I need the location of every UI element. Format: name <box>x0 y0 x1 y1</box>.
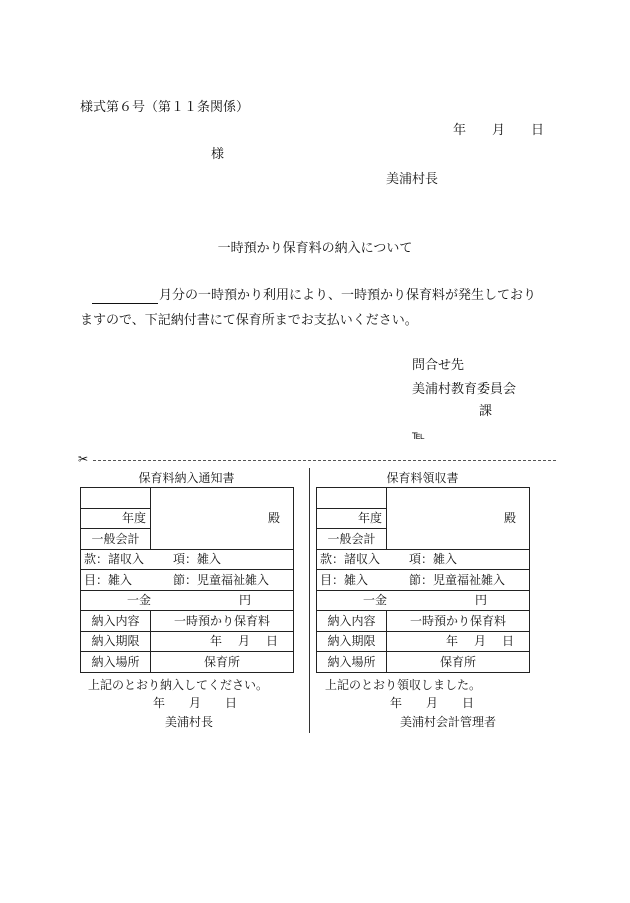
notice-row-value: 年 月 日 <box>151 631 294 652</box>
table-row <box>317 631 530 652</box>
table-row <box>81 631 294 652</box>
sender-name: 美浦村長 <box>386 172 439 187</box>
notice-kan: 款：諸収入 <box>84 552 145 567</box>
receipt-amount-prefix: 一金 <box>363 593 388 608</box>
table-row <box>317 488 530 509</box>
receipt-amount <box>317 590 530 611</box>
receipt-row-label: 納入場所 <box>317 652 387 673</box>
table-row <box>317 570 530 591</box>
receipt-fiscal-year: 年度 <box>317 508 387 529</box>
receipt-amount-unit: 円 <box>475 593 488 608</box>
receipt-issuer: 美浦村会計管理者 <box>400 715 497 729</box>
contact-tel: ℡ <box>412 428 425 442</box>
receipt-kou: 項：雑入 <box>409 552 458 567</box>
table-row <box>81 652 294 673</box>
month-blank <box>92 288 158 304</box>
receipt-row-label: 納入内容 <box>317 611 387 632</box>
receipt-table <box>316 487 530 673</box>
notice-row-value: 保育所 <box>151 652 294 673</box>
table-row <box>81 590 294 611</box>
table-row <box>317 611 530 632</box>
receipt-honorific: 殿 <box>503 511 516 526</box>
notice-amount-unit: 円 <box>239 593 252 608</box>
form-number: 様式第６号（第１１条関係） <box>80 100 250 115</box>
table-row <box>317 590 530 611</box>
receipt-blank-cell <box>317 488 387 509</box>
contact-section: 課 <box>479 404 493 419</box>
body-line-2: ますので、下記納付書にて保育所までお支払いください。 <box>80 313 418 328</box>
table-row <box>317 549 530 570</box>
notice-date: 年 月 日 <box>153 696 238 710</box>
document-title: 一時預かり保育料の納入について <box>217 241 413 256</box>
notice-row-label: 納入内容 <box>81 611 151 632</box>
scissors-icon: ✂ <box>78 452 89 466</box>
contact-label: 問合せ先 <box>412 358 465 373</box>
issue-date: 年 月 日 <box>453 123 545 138</box>
notice-table <box>80 487 294 673</box>
receipt-kan: 款：諸収入 <box>320 552 381 567</box>
notice-moku: 目：雑入 <box>84 572 133 587</box>
notice-blank-cell <box>81 488 151 509</box>
table-row <box>81 570 294 591</box>
slip-divider <box>309 468 310 733</box>
receipt-budget-line-2 <box>317 570 530 591</box>
notice-fiscal-year: 年度 <box>81 508 151 529</box>
receipt-row-value: 保育所 <box>387 652 530 673</box>
body-line-1 <box>92 288 536 304</box>
notice-amount <box>81 590 294 611</box>
receipt-row-value: 一時預かり保育料 <box>387 611 530 632</box>
notice-row-label: 納入期限 <box>81 631 151 652</box>
table-row <box>317 652 530 673</box>
receipt-moku: 目：雑入 <box>320 572 369 587</box>
notice-row-value: 一時預かり保育料 <box>151 611 294 632</box>
notice-payer-cell <box>151 488 294 550</box>
notice-honorific: 殿 <box>267 511 280 526</box>
notice-account: 一般会計 <box>81 529 151 550</box>
notice-issuer: 美浦村長 <box>165 715 214 729</box>
receipt-budget-line-1 <box>317 549 530 570</box>
cut-line <box>93 460 556 461</box>
receipt-date: 年 月 日 <box>390 696 475 710</box>
receipt-statement: 上記のとおり領収しました。 <box>325 678 482 692</box>
contact-organization: 美浦村教育委員会 <box>412 382 517 397</box>
notice-statement: 上記のとおり納入してください。 <box>88 678 269 692</box>
receipt-row-value: 年 月 日 <box>387 631 530 652</box>
addressee-suffix: 様 <box>211 147 225 162</box>
notice-kou: 項：雑入 <box>173 552 222 567</box>
receipt-account: 一般会計 <box>317 529 387 550</box>
notice-budget-line-2 <box>81 570 294 591</box>
receipt-payer-cell <box>387 488 530 550</box>
notice-row-label: 納入場所 <box>81 652 151 673</box>
receipt-setsu: 節：児童福祉雑入 <box>409 572 506 587</box>
table-row <box>81 549 294 570</box>
notice-setsu: 節：児童福祉雑入 <box>173 572 270 587</box>
notice-amount-prefix: 一金 <box>127 593 152 608</box>
notice-budget-line-1 <box>81 549 294 570</box>
receipt-row-label: 納入期限 <box>317 631 387 652</box>
table-row <box>81 488 294 509</box>
body-line-1-text: 月分の一時預かり利用により、一時預かり保育料が発生しており <box>159 288 537 303</box>
table-row <box>81 611 294 632</box>
receipt-heading: 保育料領収書 <box>386 471 459 485</box>
notice-heading: 保育料納入通知書 <box>138 471 235 485</box>
